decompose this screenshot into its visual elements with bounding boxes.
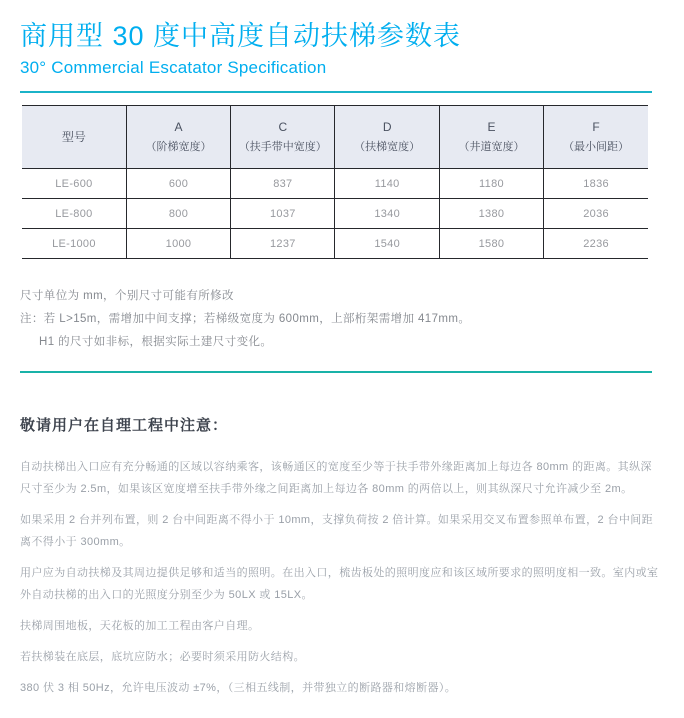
spec-table-head — [22, 106, 648, 169]
column-label: D — [382, 120, 392, 134]
cell-value: 1380 — [439, 199, 543, 229]
cell-model: LE-600 — [22, 169, 126, 199]
h1-note: H1 的尺寸如非标，根据实际土建尺寸变化。 — [39, 336, 273, 348]
support-note: 注：若 L>15m，需增加中间支撑；若梯级宽度为 600mm，上部桁架需增加 417mm。 — [20, 313, 471, 325]
cell-value: 1037 — [231, 199, 335, 229]
cell-value: 1180 — [439, 169, 543, 199]
spec-table-body — [22, 169, 648, 259]
table-row-le800 — [22, 199, 648, 229]
cell-value: 2236 — [544, 229, 648, 259]
content-area — [20, 18, 659, 699]
column-header-f — [544, 106, 648, 169]
column-sublabel: （扶梯宽度） — [354, 141, 421, 153]
attention-paragraph-waterproof: 若扶梯装在底层，底坑应防水；必要时须采用防火结构。 — [20, 651, 305, 663]
unit-note: 尺寸单位为 mm，个别尺寸可能有所修改 — [20, 290, 234, 302]
attention-paragraph-floor-ceiling: 扶梯周围地板，天花板的加工工程由客户自理。 — [20, 620, 260, 632]
cell-value: 2036 — [544, 199, 648, 229]
cell-model: LE-1000 — [22, 229, 126, 259]
spec-table — [22, 105, 648, 259]
column-sublabel: （扶手带中宽度） — [238, 141, 327, 153]
column-header-a — [126, 106, 230, 169]
cell-value: 1237 — [231, 229, 335, 259]
column-header-c — [231, 106, 335, 169]
column-sublabel: （阶梯宽度） — [145, 141, 212, 153]
cell-value: 600 — [126, 169, 230, 199]
table-header-row — [22, 106, 648, 169]
column-label: C — [278, 120, 288, 134]
cell-value: 1836 — [544, 169, 648, 199]
column-sublabel: （井道宽度） — [458, 141, 525, 153]
cell-value: 1540 — [335, 229, 439, 259]
attention-section — [20, 415, 659, 699]
column-header-e — [439, 106, 543, 169]
cell-value: 837 — [231, 169, 335, 199]
top-divider-line — [20, 91, 652, 93]
attention-paragraph-entrance-area: 自动扶梯出入口应有充分畅通的区域以容纳乘客，该畅通区的宽度至少等于扶手带外缘距离加上每边各 80mm 的距离。其纵深尺寸至少为 2.5m，如果该区宽度增至扶手带外缘之间距离加上每边各 80mm 的两倍以上，则其纵深尺寸允许减少至 2m。 — [20, 461, 652, 495]
page-subtitle: 30° Commercial Escatator Specification — [20, 58, 327, 77]
column-label: 型号 — [61, 129, 86, 144]
dimension-notes — [20, 285, 652, 354]
column-label: A — [174, 120, 183, 134]
attention-heading: 敬请用户在自理工程中注意： — [20, 417, 229, 434]
column-label: E — [487, 120, 496, 134]
page-title: 商用型 30 度中高度自动扶梯参数表 — [20, 21, 462, 51]
bottom-divider-line — [20, 371, 652, 373]
table-row-le1000 — [22, 229, 648, 259]
attention-paragraph-lighting: 用户应为自动扶梯及其周边提供足够和适当的照明。在出入口，梳齿板处的照明度应和该区域所要求的照明度相一致。室内或室外自动扶梯的出入口的光照度分别至少为 50LX 或 15LX。 — [20, 567, 659, 601]
cell-model: LE-800 — [22, 199, 126, 229]
attention-paragraph-power-supply: 380 伏 3 相 50Hz，允许电压波动 ±7%，（三相五线制，并带独立的断路器和熔断器）。 — [20, 682, 457, 694]
cell-value: 1340 — [335, 199, 439, 229]
column-header-d — [335, 106, 439, 169]
column-header-model — [22, 106, 126, 169]
cell-value: 1140 — [335, 169, 439, 199]
column-label: F — [592, 120, 600, 134]
column-sublabel: （最小间距） — [563, 141, 630, 153]
table-row-le600 — [22, 169, 648, 199]
attention-paragraph-parallel-layout: 如果采用 2 台并列布置，则 2 台中间距离不得小于 10mm，支撑负荷按 2 倍计算。如果采用交叉布置参照单布置，2 台中间距离不得小于 300mm。 — [20, 514, 654, 548]
cell-value: 800 — [126, 199, 230, 229]
cell-value: 1580 — [439, 229, 543, 259]
cell-value: 1000 — [126, 229, 230, 259]
